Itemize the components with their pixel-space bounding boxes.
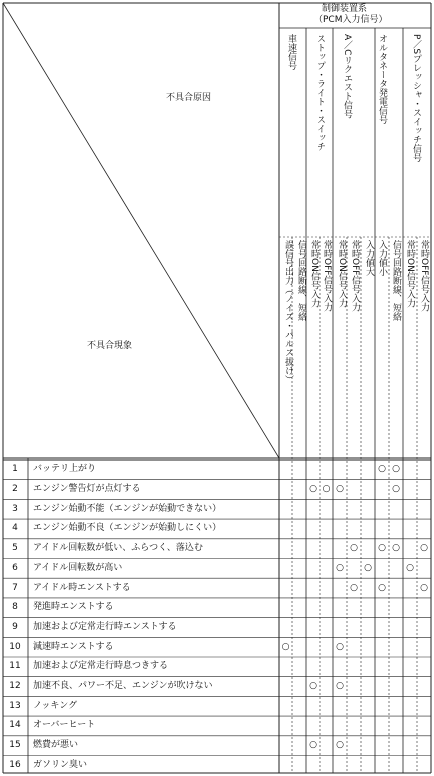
signal-name-stop-light-switch: ストップ・ライト・スイッチ [315, 34, 325, 151]
row-phenomenon: エンジン始動不良（エンジンが始動しにくい） [33, 523, 222, 534]
row-phenomenon: ガソリン臭い [33, 759, 88, 770]
system-title-line2: （PCM入力信号） [314, 15, 388, 25]
cause-mark: ○ [336, 484, 344, 495]
row-phenomenon: オーバーヒート [33, 720, 96, 731]
cause-mark: ○ [336, 641, 344, 652]
cause-mark: ○ [392, 484, 400, 495]
signal-name-ps-pressure-switch: P／Sプレッシャ・スイッチ信号 [411, 34, 421, 163]
cause-mark: ○ [378, 464, 386, 475]
cause-mark: ○ [392, 543, 400, 554]
row-number: 4 [12, 523, 18, 534]
cause-mark: ○ [350, 543, 358, 554]
condition-ps-off: 常時OFF信号入力 [419, 240, 429, 312]
cause-mark: ○ [420, 582, 428, 593]
row-phenomenon: アイドル回転数が高い [33, 562, 123, 573]
cause-mark: ○ [364, 562, 372, 573]
row-number: 11 [9, 661, 21, 672]
condition-ps-on: 常時ON信号入力 [405, 240, 415, 308]
row-phenomenon: バッテリ上がり [33, 464, 97, 475]
row-phenomenon: 燃費が悪い [33, 740, 79, 751]
row-phenomenon: 発進時エンストする [33, 602, 114, 613]
cause-mark: ○ [309, 740, 317, 751]
row-number: 16 [9, 759, 21, 770]
header-diagonal [3, 3, 279, 458]
row-phenomenon: 加速不良、パワー不足、エンジンが吹けない [33, 681, 213, 692]
row-number: 2 [12, 484, 18, 495]
row-number: 14 [9, 720, 21, 731]
cause-mark: ○ [336, 740, 344, 751]
row-phenomenon: 減速時エンストする [33, 641, 114, 652]
row-number: 12 [9, 681, 21, 692]
row-number: 15 [9, 740, 21, 751]
cause-mark: ○ [281, 641, 290, 652]
signal-name-vehicle-speed: 車速信号 [286, 34, 296, 70]
signal-name-ac-request: A／Cリクエスト信号 [342, 34, 352, 119]
cause-mark: ○ [420, 543, 428, 554]
row-number: 7 [12, 582, 18, 593]
cause-mark: ○ [336, 562, 344, 573]
condition-stop-on: 常時ON信号入力 [309, 240, 319, 308]
condition-speed-noise: 誤信号出力（ノイズ・パルス抜け） [283, 240, 293, 384]
row-phenomenon: 加速および定常走行時息つきする [33, 661, 169, 672]
condition-alt-high: 入力値大 [364, 240, 374, 276]
cause-mark: ○ [350, 582, 358, 593]
phenomenon-label: 不具合現象 [87, 341, 133, 351]
cause-mark: ○ [322, 484, 331, 495]
cause-mark: ○ [309, 681, 317, 692]
condition-ac-on: 常時ON信号入力 [337, 240, 347, 308]
row-number: 10 [9, 641, 21, 652]
cause-mark: ○ [336, 681, 344, 692]
cause-mark: ○ [378, 582, 386, 593]
condition-alt-low: 入力値小 [377, 240, 387, 276]
row-phenomenon: エンジン警告灯が点灯する [33, 484, 141, 495]
row-phenomenon: アイドル回転数が低い、ふらつく、落込む [33, 543, 203, 554]
condition-speed-open-short: 信号回路断線、短絡 [296, 240, 306, 321]
row-number: 9 [12, 621, 18, 632]
condition-alt-open-short: 信号回路断線、短絡 [391, 240, 401, 321]
condition-stop-off: 常時OFF信号入力 [322, 240, 332, 312]
row-phenomenon: アイドル時エンストする [33, 582, 131, 593]
row-number: 1 [12, 464, 18, 475]
row-number: 5 [12, 543, 18, 554]
row-number: 8 [12, 602, 18, 613]
row-phenomenon: 加速および定常走行時エンストする [33, 621, 177, 632]
system-title-line1: 制御装置系 [322, 4, 368, 14]
cause-mark: ○ [378, 543, 386, 554]
cause-label: 不具合原因 [166, 93, 212, 103]
row-number: 13 [9, 700, 21, 711]
signal-name-alternator: オルタネータ発電信号 [377, 34, 387, 124]
cause-mark: ○ [309, 484, 317, 495]
row-phenomenon: ノッキング [33, 700, 78, 711]
condition-ac-off: 常時OFF信号入力 [350, 240, 360, 312]
row-number: 3 [12, 503, 18, 514]
row-number: 6 [12, 562, 18, 573]
row-phenomenon: エンジン始動不能（エンジンが始動できない） [33, 503, 222, 514]
cause-mark: ○ [406, 562, 414, 573]
cause-mark: ○ [392, 464, 400, 475]
